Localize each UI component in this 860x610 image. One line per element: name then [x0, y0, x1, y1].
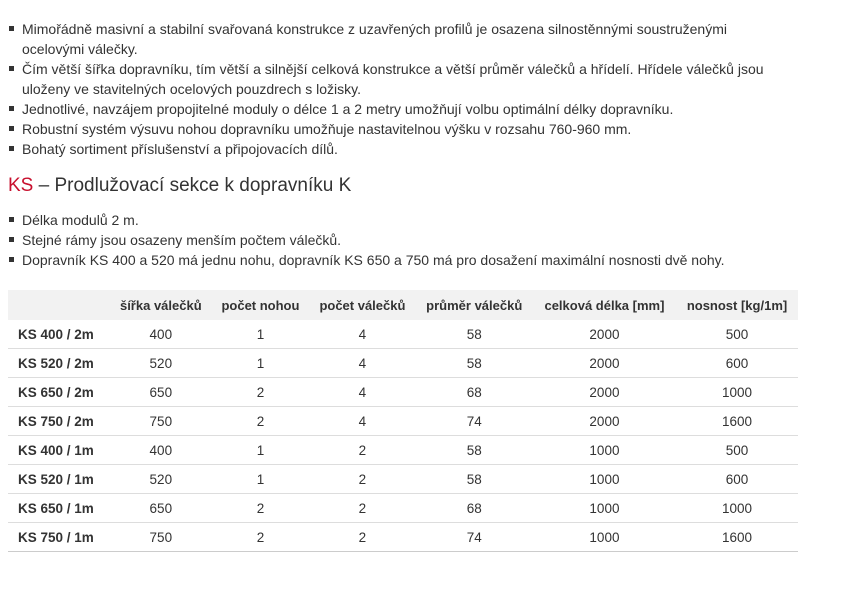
table-cell: 2000	[533, 320, 676, 349]
table-cell: 400	[110, 436, 212, 465]
table-header: šířka válečků	[110, 290, 212, 320]
table-cell: 750	[110, 407, 212, 436]
table-cell: KS 750 / 2m	[8, 407, 110, 436]
section-title: – Prodlužovací sekce k dopravníku K	[33, 175, 352, 196]
list-item: Robustní systém výsuvu nohou dopravníku umožňuje nastavitelnou výšku v rozsahu 760-960 mm.	[8, 119, 788, 139]
list-item: Délka modulů 2 m.	[8, 210, 798, 230]
table-cell: KS 520 / 1m	[8, 465, 110, 494]
table-cell: 4	[309, 349, 415, 378]
list-item: Čím větší šířka dopravníku, tím větší a silnější celková konstrukce a větší průměr válečků a hřídelí. Hřídele válečků jsou uloženy ve stavitelných ocelových pouzdrech s ložisky.	[8, 59, 788, 99]
table-cell: 1000	[533, 436, 676, 465]
table-row	[8, 320, 798, 349]
table-cell: 4	[309, 407, 415, 436]
table-cell: 2	[309, 523, 415, 552]
table-cell: 68	[416, 378, 533, 407]
table-header: počet nohou	[212, 290, 310, 320]
table-cell: 58	[416, 465, 533, 494]
table-cell: KS 650 / 2m	[8, 378, 110, 407]
table-cell: 600	[676, 349, 798, 378]
table-cell: 2	[309, 494, 415, 523]
table-cell: 400	[110, 320, 212, 349]
list-item: Jednotlivé, navzájem propojitelné moduly o délce 1 a 2 metry umožňují volbu optimální délky dopravníku.	[8, 99, 788, 119]
list-item: Mimořádně masivní a stabilní svařovaná konstrukce z uzavřených profilů je osazena silnostěnnými soustruženými ocelovými válečky.	[8, 19, 788, 59]
table-row	[8, 465, 798, 494]
table-cell: 520	[110, 349, 212, 378]
table-cell: 650	[110, 378, 212, 407]
table-cell: 68	[416, 494, 533, 523]
table-cell: 750	[110, 523, 212, 552]
table-cell: 1000	[533, 523, 676, 552]
table-cell: 1600	[676, 523, 798, 552]
table-header: nosnost [kg/1m]	[676, 290, 798, 320]
table-header	[8, 290, 110, 320]
table-cell: 58	[416, 436, 533, 465]
table-cell: 74	[416, 407, 533, 436]
table-cell: 500	[676, 436, 798, 465]
table-row	[8, 407, 798, 436]
table-cell: KS 400 / 1m	[8, 436, 110, 465]
table-cell: KS 650 / 1m	[8, 494, 110, 523]
table-cell: KS 520 / 2m	[8, 349, 110, 378]
table-header: průměr válečků	[416, 290, 533, 320]
table-cell: 1	[212, 320, 310, 349]
table-row	[8, 523, 798, 552]
table-cell: 2	[212, 523, 310, 552]
table-header: počet válečků	[309, 290, 415, 320]
table-cell: 1	[212, 465, 310, 494]
table-row	[8, 436, 798, 465]
table-cell: 1000	[676, 378, 798, 407]
table-cell: 2	[212, 378, 310, 407]
table-cell: 74	[416, 523, 533, 552]
table-header-row	[8, 290, 798, 320]
table-cell: 650	[110, 494, 212, 523]
table-cell: 1	[212, 349, 310, 378]
table-header: celková délka [mm]	[533, 290, 676, 320]
table-cell: 2	[212, 407, 310, 436]
section-list	[8, 210, 798, 270]
feature-list	[8, 19, 788, 159]
table-cell: 600	[676, 465, 798, 494]
table-cell: KS 400 / 2m	[8, 320, 110, 349]
table-cell: 2	[309, 436, 415, 465]
table-cell: KS 750 / 1m	[8, 523, 110, 552]
table-cell: 2000	[533, 407, 676, 436]
table-cell: 1	[212, 436, 310, 465]
table-cell: 4	[309, 378, 415, 407]
table-cell: 1000	[533, 494, 676, 523]
table-cell: 500	[676, 320, 798, 349]
table-cell: 58	[416, 349, 533, 378]
list-item: Stejné rámy jsou osazeny menším počtem válečků.	[8, 230, 798, 250]
section-heading	[8, 173, 351, 199]
table-cell: 520	[110, 465, 212, 494]
table-row	[8, 349, 798, 378]
list-item: Bohatý sortiment příslušenství a připojovacích dílů.	[8, 139, 788, 159]
list-item: Dopravník KS 400 a 520 má jednu nohu, dopravník KS 650 a 750 má pro dosažení maximální nosnosti dvě nohy.	[8, 250, 798, 270]
spec-table	[8, 290, 798, 552]
table-cell: 1000	[533, 465, 676, 494]
table-cell: 2000	[533, 378, 676, 407]
table-cell: 4	[309, 320, 415, 349]
table-row	[8, 494, 798, 523]
table-cell: 2	[212, 494, 310, 523]
table-cell: 2	[309, 465, 415, 494]
table-cell: 58	[416, 320, 533, 349]
table-cell: 1000	[676, 494, 798, 523]
table-cell: 2000	[533, 349, 676, 378]
table-cell: 1600	[676, 407, 798, 436]
section-code: KS	[8, 175, 34, 196]
table-row	[8, 378, 798, 407]
